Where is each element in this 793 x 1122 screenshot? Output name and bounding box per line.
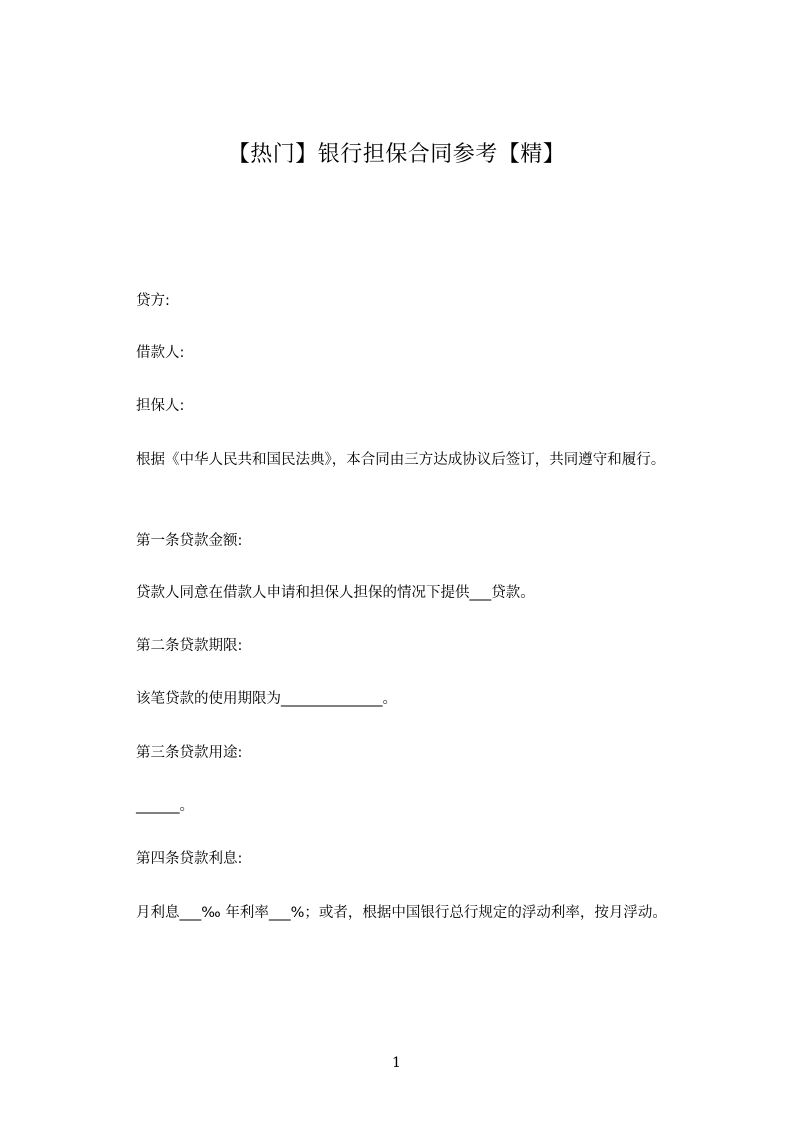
paragraph-guarantor: 担保人: — [136, 398, 185, 414]
page-number: 1 — [392, 1055, 401, 1071]
paragraph-article-4-body: 月利息___‰ 年利率___%；或者，根据中国银行总行规定的浮动利率，按月浮动。 — [136, 905, 667, 921]
paragraph-borrower: 借款人: — [136, 345, 185, 361]
paragraph-article-1-body: 贷款人同意在借款人申请和担保人担保的情况下提供___贷款。 — [136, 585, 535, 601]
paragraph-article-3-heading: 第三条贷款用途: — [136, 745, 243, 761]
paragraph-article-2-body: 该笔贷款的使用期限为______________。 — [136, 691, 397, 707]
paragraph-article-1-heading: 第一条贷款金额: — [136, 533, 243, 549]
paragraph-preamble: 根据《中华人民共和国民法典》，本合同由三方达成协议后签订，共同遵守和履行。 — [136, 452, 666, 468]
paragraph-article-3-body: ______。 — [136, 798, 194, 814]
paragraph-lender: 贷方: — [136, 293, 170, 309]
document-title: 【热门】银行担保合同参考【精】 — [227, 142, 566, 167]
paragraph-article-2-heading: 第二条贷款期限: — [136, 638, 243, 654]
paragraph-article-4-heading: 第四条贷款利息: — [136, 851, 243, 867]
